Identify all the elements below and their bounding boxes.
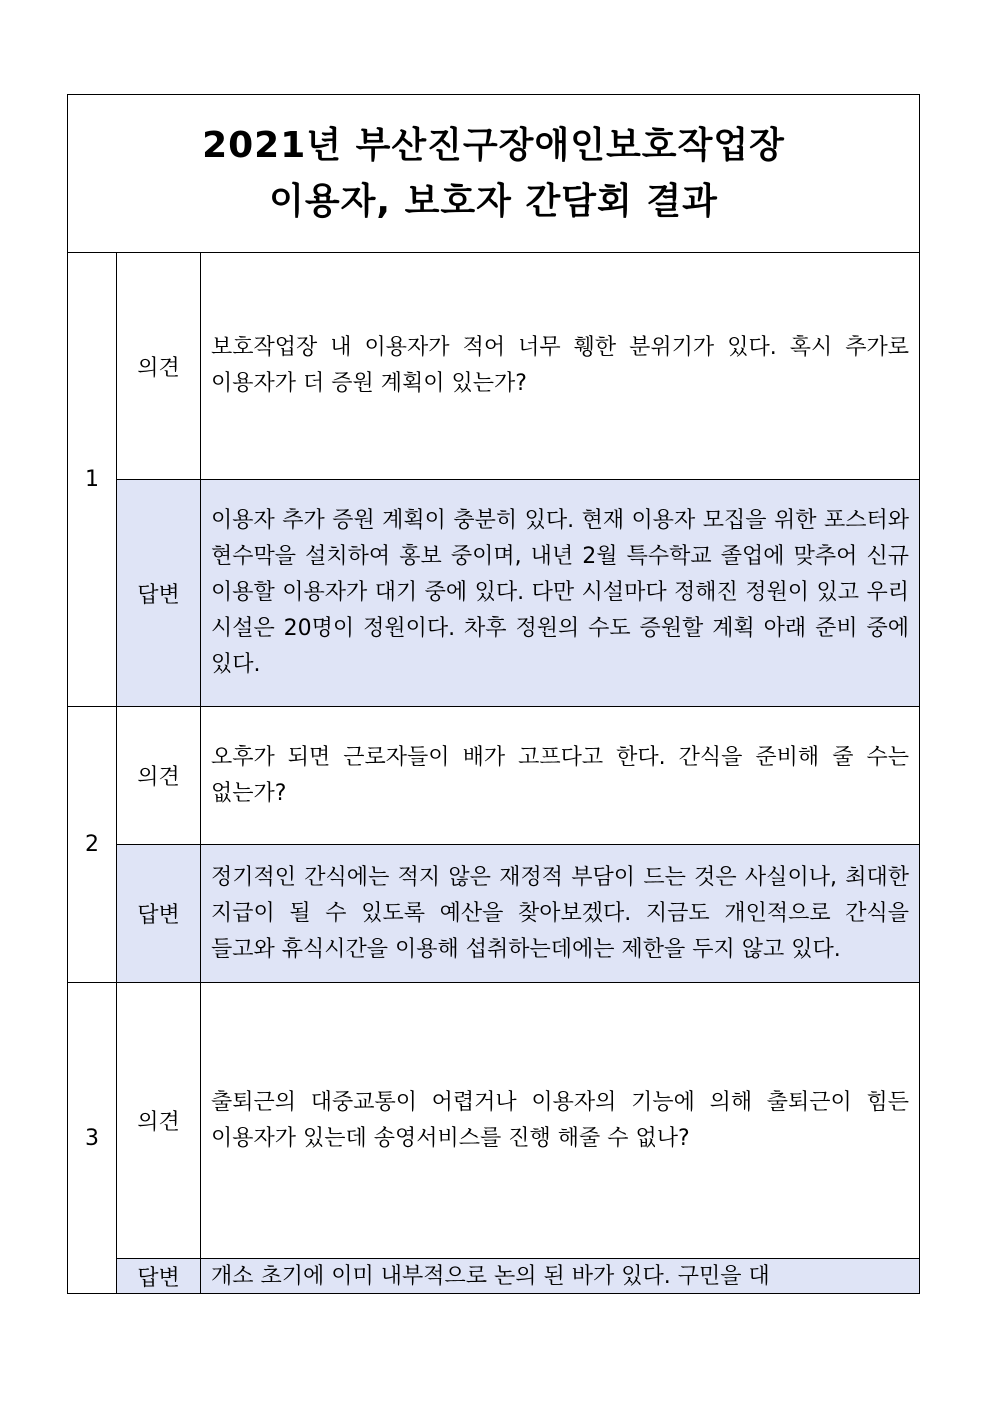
meeting-results-table: [67, 94, 920, 1294]
title-line-2: 이용자, 보호자 간담회 결과: [269, 180, 718, 222]
item-1-opinion-row: [68, 253, 920, 480]
title-line-1: 2021년 부산진구장애인보호작업장: [202, 124, 785, 166]
answer-label: 답변: [117, 480, 201, 707]
opinion-text: 출퇴근의 대중교통이 어렵거나 이용자의 기능에 의해 출퇴근이 힘든 이용자가 있는데 송영서비스를 진행 해줄 수 없나?: [201, 983, 920, 1259]
item-number: 1: [68, 253, 117, 707]
opinion-text: 오후가 되면 근로자들이 배가 고프다고 한다. 간식을 준비해 줄 수는 없는가?: [201, 707, 920, 845]
opinion-label: 의견: [117, 983, 201, 1259]
item-3-opinion-row: [68, 983, 920, 1259]
item-1-answer-row: [68, 480, 920, 707]
opinion-text: 보호작업장 내 이용자가 적어 너무 휑한 분위기가 있다. 혹시 추가로 이용자가 더 증원 계획이 있는가?: [201, 253, 920, 480]
answer-text: 이용자 추가 증원 계획이 충분히 있다. 현재 이용자 모집을 위한 포스터와 현수막을 설치하여 홍보 중이며, 내년 2월 특수학교 졸업에 맞추어 신규 이용할 이용자가 대기 중에 있다. 다만 시설마다 정해진 정원이 있고 우리 시설은 20명이 정원이다. 차후 정원의 수도 증원할 계획 아래 준비 중에 있다.: [201, 480, 920, 707]
answer-text: 개소 초기에 이미 내부적으로 논의 된 바가 있다. 구민을 대: [211, 1264, 770, 1289]
answer-text: 정기적인 간식에는 적지 않은 재정적 부담이 드는 것은 사실이나, 최대한 지급이 될 수 있도록 예산을 찾아보겠다. 지금도 개인적으로 간식을 들고와 휴식시간을 이용해 섭취하는데에는 제한을 두지 않고 있다.: [201, 845, 920, 983]
answer-label: 답변: [117, 1259, 201, 1294]
document-title: [68, 95, 920, 253]
item-2-opinion-row: [68, 707, 920, 845]
answer-text-cell: [201, 1259, 920, 1294]
item-number: 2: [68, 707, 117, 983]
item-3-answer-row: [68, 1259, 920, 1294]
opinion-label: 의견: [117, 253, 201, 480]
item-number: 3: [68, 983, 117, 1294]
title-row: [68, 95, 920, 253]
answer-label: 답변: [117, 845, 201, 983]
opinion-label: 의견: [117, 707, 201, 845]
item-2-answer-row: [68, 845, 920, 983]
